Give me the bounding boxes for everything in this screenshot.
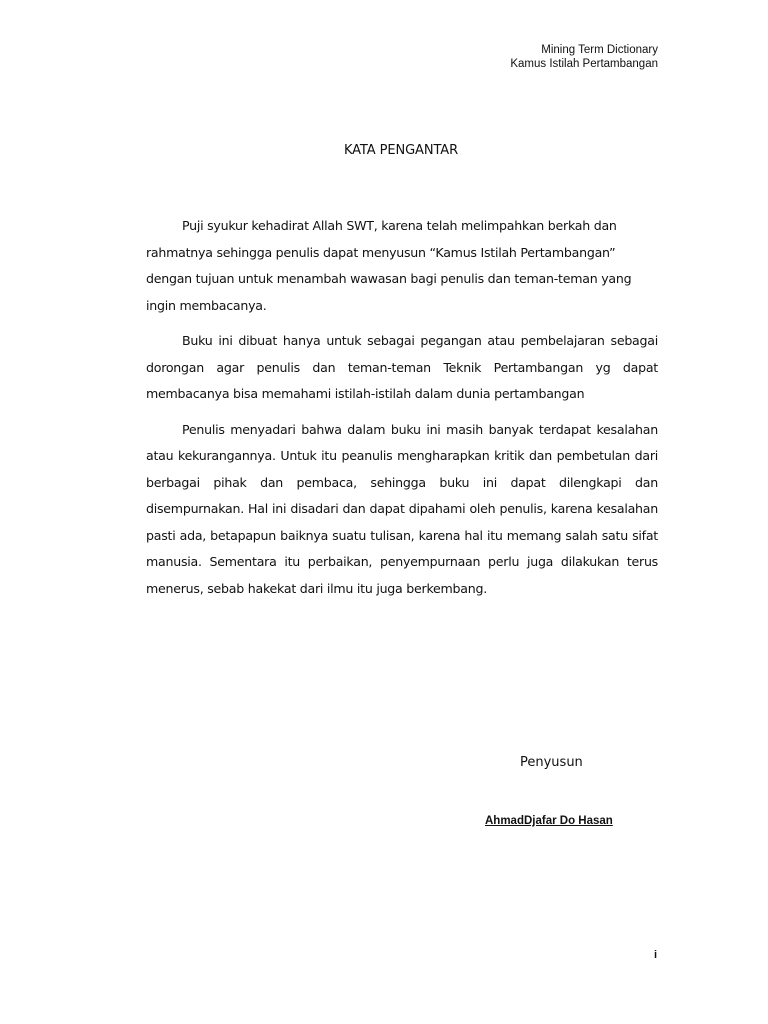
paragraph-2: Buku ini dibuat hanya untuk sebagai pegangan atau pembelajaran sebagai dorongan agar penulis dan teman-teman Teknik Pertambangan yg dapat membacanya bisa memahami istilah-istilah dalam dunia pertambangan	[146, 333, 658, 401]
book-title-quote: “Kamus Istilah Pertambangan”	[429, 244, 616, 260]
page-number: i	[654, 949, 658, 961]
running-header	[510, 43, 658, 71]
paragraph-1-text-end: dengan tujuan untuk menambah wawasan bagi penulis dan teman-teman yang ingin membacanya.	[146, 271, 632, 313]
paragraph-1-text-start: Puji syukur kehadirat Allah SWT, karena telah melimpahkan berkah dan rahmatnya sehingga penulis dapat menyusun	[146, 218, 617, 260]
paragraph-1	[146, 213, 658, 319]
foreword-body	[146, 213, 658, 611]
signoff-label: Penyusun	[520, 755, 583, 770]
header-title-indonesian: Kamus Istilah Pertambangan	[510, 58, 658, 70]
paragraph-3: Penulis menyadari bahwa dalam buku ini masih banyak terdapat kesalahan atau kekurangannya. Untuk itu peanulis mengharapkan kritik dan pembetulan dari berbagai pihak dan pembaca, sehingga buku ini dapat dilengkapi dan disempurnakan. Hal ini disadari dan dapat dipahami oleh penulis, karena kesalahan pasti ada, betapapun baiknya suatu tulisan, karena hal itu memang salah satu sifat manusia. Sementara itu perbaikan, penyempurnaan perlu juga dilakukan terus menerus, sebab hakekat dari ilmu itu juga berkembang.	[146, 421, 658, 596]
header-title-english: Mining Term Dictionary	[541, 44, 658, 56]
page-title: KATA PENGANTAR	[343, 143, 459, 158]
author-name: AhmadDjafar Do Hasan	[485, 815, 613, 827]
